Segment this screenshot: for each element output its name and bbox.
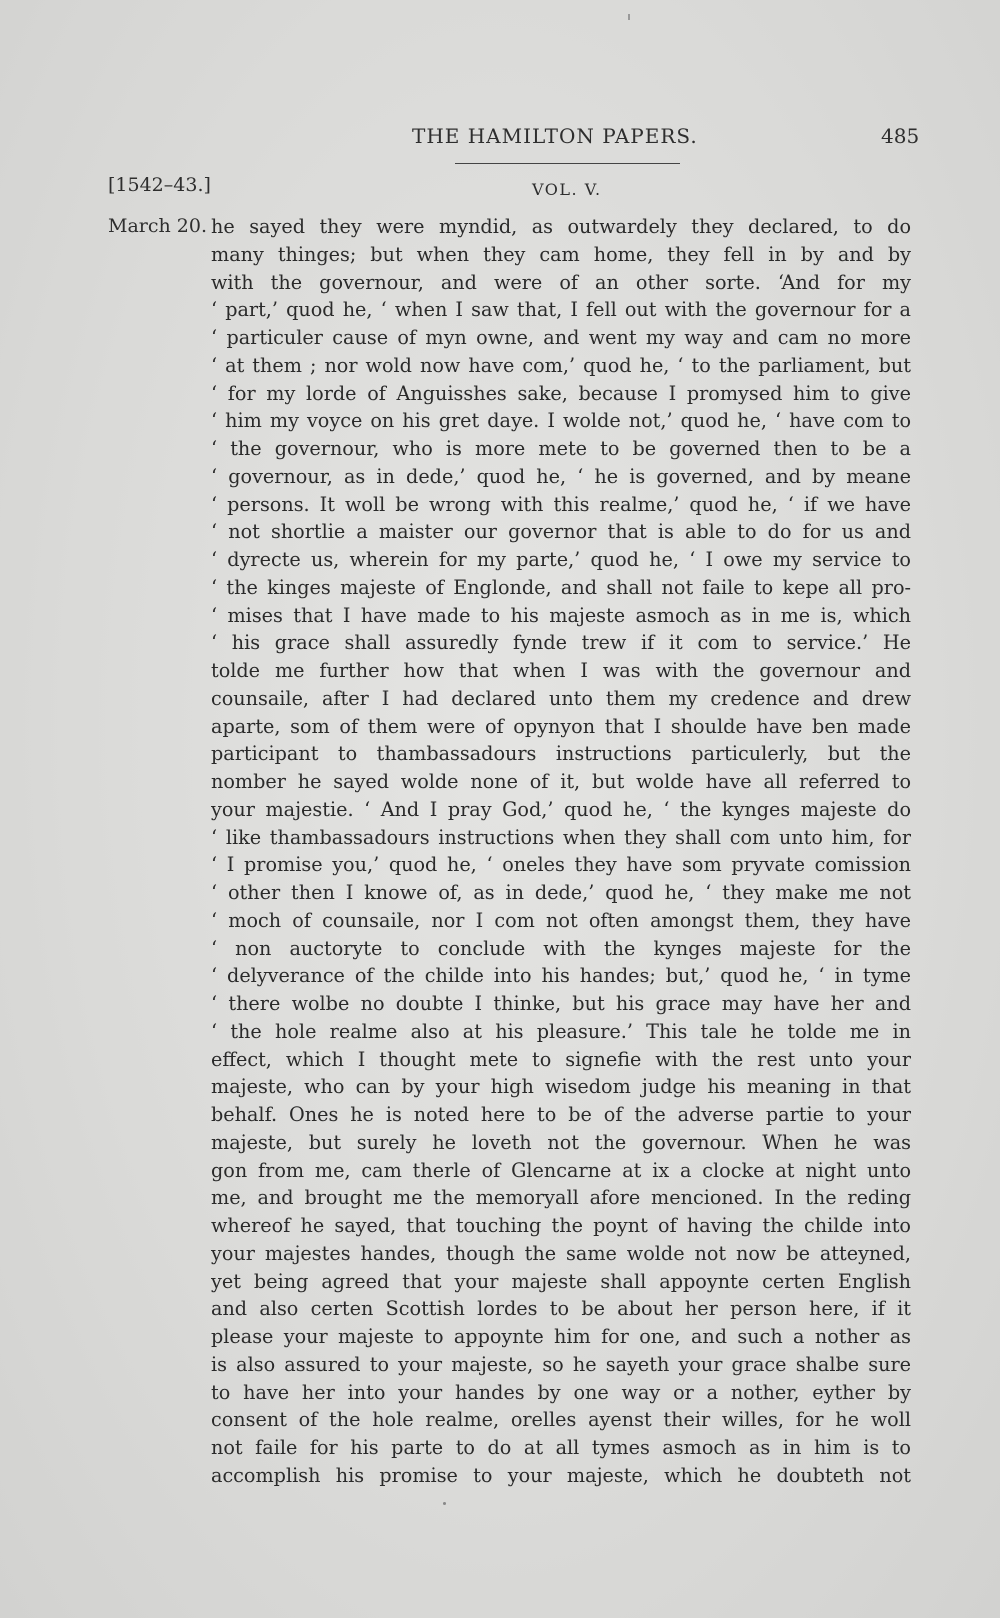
page-number: 485: [881, 124, 920, 148]
text-line: ‘ like thambassadours instructions when they shall com unto him, for: [211, 825, 911, 849]
margin-date: March 20.: [108, 215, 207, 237]
text-line: me, and brought me the memoryall afore mencioned. In the reding: [211, 1186, 911, 1210]
body-text: [211, 213, 911, 1490]
text-line: ‘ persons. It woll be wrong with this realme,’ quod he, ‘ if we have: [211, 492, 911, 516]
text-line: nomber he sayed wolde none of it, but wolde have all referred to: [211, 770, 911, 793]
text-line: and also certen Scottish lordes to be about her person here, if it: [211, 1297, 911, 1321]
text-line: ‘ the kinges majeste of Englonde, and shall not faile to kepe all pro-: [211, 575, 911, 599]
text-line: ‘ mises that I have made to his majeste asmoch as in me is, which: [211, 603, 911, 627]
text-line: many thinges; but when they cam home, they fell in by and by: [211, 242, 911, 266]
text-line: with the governour, and were of an other sorte. ‘And for my: [211, 270, 911, 294]
text-line: majeste, but surely he loveth not the governour. When he was: [211, 1130, 911, 1154]
text-line: counsaile, after I had declared unto them my credence and drew: [211, 686, 911, 710]
text-line: ‘ particuler cause of myn owne, and went my way and cam no more: [211, 326, 911, 349]
text-line: ‘ non auctoryte to conclude with the kynges majeste for the: [211, 936, 911, 960]
text-line: ‘ part,’ quod he, ‘ when I saw that, I fell out with the governour for a: [211, 298, 911, 322]
text-line: to have her into your handes by one way or a nother, eyther by: [211, 1380, 911, 1404]
text-line: effect, which I thought mete to signefie with the rest unto your: [211, 1047, 911, 1071]
text-line: participant to thambassadours instructions particulerly, but the: [211, 742, 911, 766]
text-line: ‘ not shortlie a maister our governor that is able to do for us and: [211, 520, 911, 544]
text-line: your majestes handes, though the same wolde not now be atteyned,: [211, 1241, 911, 1265]
text-line: your majestie. ‘ And I pray God,’ quod he, ‘ the kynges majeste do: [211, 797, 911, 821]
text-line: he sayed they were myndid, as outwardely they declared, to do: [211, 215, 911, 238]
text-line: ‘ I promise you,’ quod he, ‘ oneles they have som pryvate comission: [211, 853, 911, 877]
text-line: whereof he sayed, that touching the poynt of having the childe into: [211, 1214, 911, 1237]
text-line: ‘ his grace shall assuredly fynde trew if it com to service.’ He: [211, 631, 911, 655]
text-line: ‘ for my lorde of Anguisshes sake, because I promysed him to give: [211, 381, 911, 405]
text-line: ‘ the hole realme also at his pleasure.’ This tale he tolde me in: [211, 1019, 911, 1043]
date-range: [1542–43.]: [108, 174, 211, 196]
text-line: ‘ him my voyce on his gret daye. I wolde not,’ quod he, ‘ have com to: [211, 409, 911, 433]
page-speck: [443, 1502, 446, 1505]
text-line: behalf. Ones he is noted here to be of the adverse partie to your: [211, 1103, 911, 1126]
text-line: ‘ moch of counsaile, nor I com not often amongst them, they have: [211, 908, 911, 932]
page-speck: [628, 14, 630, 20]
text-line: accomplish his promise to your majeste, which he doubteth not: [211, 1463, 911, 1487]
text-line: is also assured to your majeste, so he sayeth your grace shalbe sure: [211, 1352, 911, 1376]
text-line: majeste, who can by your high wisedom judge his meaning in that: [211, 1075, 911, 1099]
header-rule: [455, 163, 680, 164]
text-line: yet being agreed that your majeste shall appoynte certen English: [211, 1269, 911, 1293]
text-line: ‘ dyrecte us, wherein for my parte,’ quod he, ‘ I owe my service to: [211, 548, 911, 571]
text-line: aparte, som of them were of opynyon that I shoulde have ben made: [211, 714, 911, 738]
text-line: please your majeste to appoynte him for one, and such a nother as: [211, 1325, 911, 1348]
text-line: gon from me, cam therle of Glencarne at ix a clocke at night unto: [211, 1158, 911, 1182]
text-line: not faile for his parte to do at all tymes asmoch as in him is to: [211, 1436, 911, 1459]
text-line: ‘ delyverance of the childe into his handes; but,’ quod he, ‘ in tyme: [211, 964, 911, 988]
text-line: ‘ at them ; nor wold now have com,’ quod he, ‘ to the parliament, but: [211, 353, 911, 377]
text-line: ‘ governour, as in dede,’ quod he, ‘ he is governed, and by meane: [211, 464, 911, 488]
running-title: THE HAMILTON PAPERS.: [412, 124, 698, 148]
text-line: tolde me further how that when I was with the governour and: [211, 659, 911, 682]
text-line: ‘ other then I knowe of, as in dede,’ quod he, ‘ they make me not: [211, 881, 911, 904]
running-head: [0, 124, 1000, 154]
volume-label: VOL. V.: [532, 180, 602, 199]
text-line: ‘ there wolbe no doubte I thinke, but his grace may have her and: [211, 992, 911, 1015]
text-line: consent of the hole realme, orelles ayenst their willes, for he woll: [211, 1408, 911, 1432]
text-line: ‘ the governour, who is more mete to be governed then to be a: [211, 437, 911, 460]
